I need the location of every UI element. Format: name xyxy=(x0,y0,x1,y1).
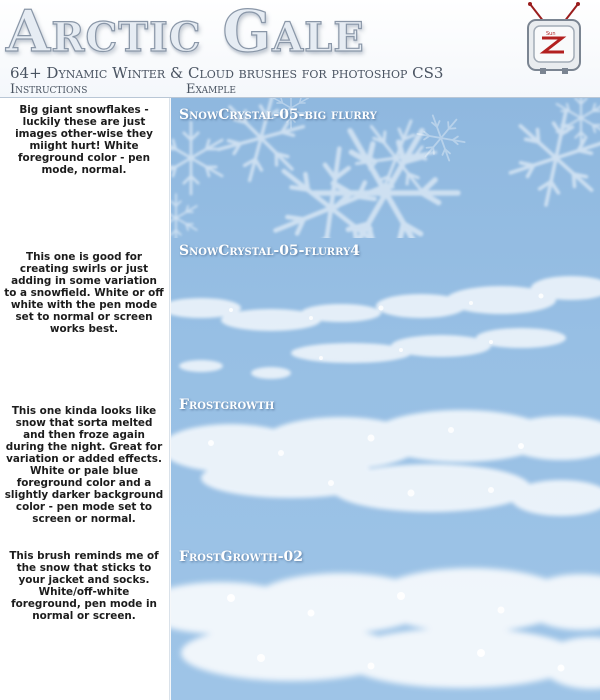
brush-sample-frostgrowth xyxy=(171,398,600,548)
examples-column xyxy=(171,98,600,700)
column-label-instructions: Instructions xyxy=(10,82,88,97)
brush-name-2: SnowCrystal-05-flurry4 xyxy=(179,243,360,259)
tv-logo-icon xyxy=(522,2,586,78)
header xyxy=(0,0,600,98)
brush-name-3: Frostgrowth xyxy=(179,397,275,413)
brush-instructions-3: This one kinda looks like snow that sorta melted and then froze again during the night. Great for variation or added effects. White or pale blue foreground color and a slightly darker background color - pen mode set to screen or normal. xyxy=(4,405,164,525)
page-subtitle: 64+ Dynamic Winter & Cloud brushes for photoshop CS3 xyxy=(10,64,444,82)
svg-text:Sun: Sun xyxy=(546,31,556,37)
brush-name-1: SnowCrystal-05-big flurry xyxy=(179,107,377,123)
brush-name-4: FrostGrowth-02 xyxy=(179,549,304,565)
column-label-example: Example xyxy=(186,82,236,97)
brush-instructions-1: Big giant snowflakes - luckily these are just images other-wise they miight hurt! White foreground color - pen mode, normal. xyxy=(15,104,153,176)
column-labels xyxy=(0,82,600,98)
brush-sample-flurry4 xyxy=(171,258,600,398)
page-title: Arctic Gale xyxy=(6,0,365,65)
brush-instructions-4: This brush reminds me of the snow that sticks to your jacket and socks. White/off-white foreground, pen mode in normal or screen. xyxy=(9,550,159,622)
brush-sample-frostgrowth-02 xyxy=(171,558,600,700)
brush-instructions-2: This one is good for creating swirls or just adding in some variation to a snowfield. White or off white with the pen mode set to normal or screen works best. xyxy=(4,251,164,335)
